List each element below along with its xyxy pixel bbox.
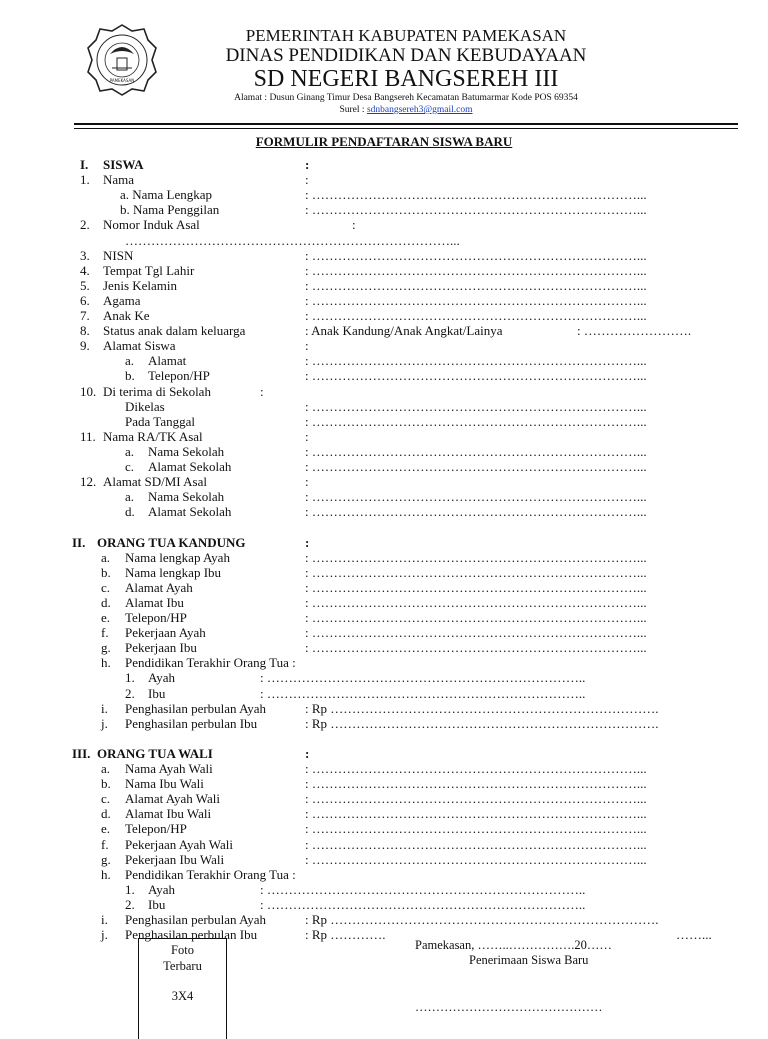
form-row <box>0 761 768 776</box>
form-row <box>0 716 768 731</box>
form-row <box>0 278 768 293</box>
fill-in-line[interactable]: : …………………………………………………………………... <box>305 594 647 610</box>
item-number: c. <box>101 791 111 807</box>
field-colon: : <box>352 217 356 233</box>
item-number: c. <box>125 459 135 474</box>
form-row <box>0 882 768 897</box>
field-label: Nama Ibu Wali <box>125 776 204 792</box>
field-colon: : <box>305 338 309 354</box>
form-row <box>0 610 768 625</box>
form-row <box>0 927 768 942</box>
field-label: Alamat Ibu <box>125 594 184 610</box>
header-email-line <box>0 106 768 116</box>
fill-in-line[interactable]: : …………………………………………………………………... <box>305 549 647 565</box>
form-row <box>0 217 768 232</box>
fill-in-line[interactable]: : …………………………………………………………………... <box>305 292 647 308</box>
fill-in-line[interactable]: …………………………………………………………………... <box>125 232 460 248</box>
fill-in-line[interactable]: : …………………………………………………………………... <box>305 413 647 429</box>
item-number: d. <box>101 594 111 610</box>
item-number: 1. <box>80 172 90 188</box>
item-number: II. <box>72 534 86 550</box>
field-label: Alamat Sekolah <box>148 504 232 520</box>
form-row <box>0 202 768 217</box>
item-number: 12. <box>80 474 97 490</box>
form-row <box>0 655 768 670</box>
fill-in-line[interactable]: : …………………………………………………………………... <box>305 308 647 323</box>
form-row <box>0 640 768 655</box>
item-number: b. <box>101 776 111 792</box>
fill-in-line[interactable]: : …………………………………………………………………... <box>305 806 647 822</box>
field-label: Ayah <box>148 881 175 897</box>
field-label: Tempat Tgl Lahir <box>103 262 195 278</box>
form-row <box>0 444 768 459</box>
item-number: j. <box>101 927 108 943</box>
form-row <box>0 172 768 187</box>
fill-in-line[interactable]: : …………………………………………………………………... <box>305 277 647 293</box>
fill-in-line[interactable]: : …………………………………………………………………... <box>305 761 647 776</box>
field-label: Ayah <box>148 670 175 686</box>
section-heading: ORANG TUA KANDUNG <box>97 534 246 550</box>
field-colon: : <box>305 428 309 444</box>
form-row <box>0 686 768 701</box>
field-label: Nama lengkap Ibu <box>125 564 222 580</box>
header-department: DINAS PENDIDIKAN DAN KEBUDAYAAN <box>225 45 587 66</box>
field-label: Agama <box>103 292 141 308</box>
item-number: e. <box>101 821 111 837</box>
field-label: Alamat Sekolah <box>148 459 232 474</box>
signature-role: Penerimaan Siswa Baru <box>469 953 589 967</box>
item-number: 7. <box>80 308 90 323</box>
item-number: e. <box>101 610 111 625</box>
form-row <box>0 293 768 308</box>
fill-in-line[interactable]: : …………………………………………………………………... <box>305 564 647 580</box>
form-row <box>0 821 768 836</box>
field-label: Status anak dalam keluarga <box>103 323 246 339</box>
field-label: Nama lengkap Ayah <box>125 549 230 565</box>
field-label: Alamat Ibu Wali <box>125 806 212 822</box>
item-number: 8. <box>80 323 90 339</box>
field-label: Pada Tanggal <box>125 413 195 429</box>
field-label: Alamat SD/MI Asal <box>103 474 207 490</box>
field-label: Telepon/HP <box>125 821 187 837</box>
fill-in-line[interactable]: : …………………………………………………………………... <box>305 504 647 520</box>
field-label: NISN <box>103 247 134 263</box>
field-label: Pendidikan Terakhir Orang Tua : <box>125 866 296 882</box>
form-row <box>0 489 768 504</box>
section-heading: ORANG TUA WALI <box>97 745 213 761</box>
form-row <box>0 701 768 716</box>
signature-line: ……………………………………… <box>415 1000 603 1014</box>
field-label: Di terima di Sekolah <box>103 383 211 399</box>
field-label: Alamat Siswa <box>103 338 176 354</box>
item-number: b. <box>101 564 111 580</box>
item-number: 2. <box>125 896 135 912</box>
fill-in-line[interactable]: : …………………………………………………………………... <box>305 398 647 414</box>
item-number: 5. <box>80 277 90 293</box>
fill-in-line[interactable]: : …………………………………………………………………... <box>305 247 647 263</box>
photo-label-2: Terbaru <box>163 959 202 973</box>
fill-in-line[interactable]: ……... <box>676 927 712 943</box>
item-number: 2. <box>80 217 90 233</box>
field-label: Telepon/HP <box>125 610 187 625</box>
item-number: 4. <box>80 262 90 278</box>
item-number: c. <box>101 579 111 595</box>
section-heading: SISWA <box>103 157 144 172</box>
fill-in-line[interactable]: : …………………………………………………………………... <box>305 459 647 474</box>
field-colon: : <box>305 157 310 172</box>
field-label: Anak Ke <box>103 308 150 323</box>
field-colon: : <box>305 172 309 188</box>
fill-in-line[interactable]: : …………………………………………………………………... <box>305 791 647 807</box>
fill-in-line[interactable]: : …………………………………………………………………... <box>305 579 647 595</box>
fill-in-line[interactable]: : …………………………………………………………………... <box>305 625 647 641</box>
item-number: a. <box>125 489 135 505</box>
form-row <box>0 353 768 368</box>
fill-in-line[interactable]: : …………………………………………………………………... <box>305 610 647 625</box>
field-label: Penghasilan perbulan Ayah <box>125 700 267 716</box>
item-number: 1. <box>125 670 135 686</box>
fill-in-line[interactable]: : …………………………………………………………………... <box>305 353 647 369</box>
form-row <box>0 263 768 278</box>
field-colon: : <box>305 474 309 490</box>
fill-in-line[interactable]: : ……………………………………………………………….. <box>260 685 586 701</box>
form-row <box>0 248 768 263</box>
item-number: 11. <box>80 428 96 444</box>
fill-in-line[interactable]: : …………………………………………………………………... <box>305 836 647 852</box>
fill-in-line[interactable]: : …………………………………………………………………... <box>305 821 647 837</box>
fill-in-line[interactable]: : Rp …………. <box>305 927 386 943</box>
field-label: Pekerjaan Ayah <box>125 625 206 641</box>
field-label: Nama Sekolah <box>148 489 225 505</box>
item-number: 10. <box>80 383 97 399</box>
form-row <box>0 459 768 474</box>
form-row <box>0 580 768 595</box>
form-row <box>0 535 768 550</box>
form-row <box>0 474 768 489</box>
item-number: b. <box>125 368 135 384</box>
fill-in-line[interactable]: : ……………………………………………………………….. <box>260 670 586 686</box>
item-number: a. <box>101 549 111 565</box>
photo-label-1: Foto <box>171 943 194 957</box>
field-label: Alamat Ayah <box>125 579 193 595</box>
form-row <box>0 338 768 353</box>
item-number: a. <box>101 761 111 776</box>
field-colon: : <box>305 534 310 550</box>
item-number: d. <box>125 504 135 520</box>
form-row <box>0 912 768 927</box>
signature-place-date: Pamekasan, ……..…………….20…… <box>415 938 612 952</box>
field-label: Alamat <box>148 353 187 369</box>
form-row <box>0 852 768 867</box>
field-label: a. Nama Lengkap <box>120 187 213 203</box>
form-row <box>0 399 768 414</box>
item-number: h. <box>101 866 111 882</box>
field-label: Dikelas <box>125 398 165 414</box>
field-label: Telepon/HP <box>148 368 210 384</box>
field-label: Jenis Kelamin <box>103 277 178 293</box>
photo-size: 3X4 <box>171 989 194 1003</box>
field-label: Pekerjaan Ayah Wali <box>125 836 233 852</box>
fill-in-line[interactable]: : ……………………. <box>577 323 692 339</box>
field-label: Nama RA/TK Asal <box>103 428 203 444</box>
fill-in-line[interactable]: : Anak Kandung/Anak Angkat/Lainya <box>305 323 503 339</box>
header-government: PEMERINTAH KABUPATEN PAMEKASAN <box>245 26 567 45</box>
field-label: Ibu <box>148 896 166 912</box>
form-row <box>0 157 768 172</box>
form-row <box>0 414 768 429</box>
item-number: 3. <box>80 247 90 263</box>
item-number: III. <box>72 745 91 761</box>
form-row <box>0 806 768 821</box>
email-link[interactable]: sdnbangsereh3@gmail.com <box>366 105 473 115</box>
item-number: d. <box>101 806 111 822</box>
fill-in-line[interactable]: : …………………………………………………………………... <box>305 776 647 792</box>
item-number: 6. <box>80 292 90 308</box>
form-row <box>0 384 768 399</box>
form-row <box>0 595 768 610</box>
item-number: 2. <box>125 685 135 701</box>
fill-in-line[interactable]: : …………………………………………………………………... <box>305 187 647 203</box>
field-label: Nomor Induk Asal <box>103 217 200 233</box>
item-number: h. <box>101 655 111 671</box>
header-address: Alamat : Dusun Ginang Timur Desa Bangsereh Kecamatan Batumarmar Kode POS 69354 <box>234 93 578 103</box>
form-row <box>0 837 768 852</box>
item-number: i. <box>101 912 108 927</box>
field-colon: : <box>260 383 264 399</box>
field-label: Pekerjaan Ibu Wali <box>125 851 225 867</box>
field-label: Penghasilan perbulan Ibu <box>125 715 258 731</box>
fill-in-line[interactable]: : …………………………………………………………………... <box>305 202 647 218</box>
field-label: Penghasilan perbulan Ibu <box>125 927 258 943</box>
form-row <box>0 776 768 791</box>
fill-in-line[interactable]: : …………………………………………………………………... <box>305 640 647 656</box>
item-number: a. <box>125 353 135 369</box>
field-label: Nama Sekolah <box>148 443 225 459</box>
field-label: Nama <box>103 172 135 188</box>
fill-in-line[interactable]: : ……………………………………………………………….. <box>260 881 586 897</box>
form-row <box>0 504 768 519</box>
fill-in-line[interactable]: : Rp …………………………………………………………………. <box>305 700 659 716</box>
header-rule-thick <box>74 123 738 125</box>
form-row <box>0 233 768 248</box>
field-label: Pekerjaan Ibu <box>125 640 197 656</box>
field-label: b. Nama Penggilan <box>120 202 220 218</box>
fill-in-line[interactable]: : …………………………………………………………………... <box>305 262 647 278</box>
field-label: Ibu <box>148 685 166 701</box>
fill-in-line[interactable]: : …………………………………………………………………... <box>305 443 647 459</box>
item-number: f. <box>101 836 109 852</box>
header-school-name: SD NEGERI BANGSEREH III <box>253 66 559 92</box>
item-number: i. <box>101 700 108 716</box>
field-label: Penghasilan perbulan Ayah <box>125 912 267 927</box>
fill-in-line[interactable]: : …………………………………………………………………... <box>305 368 647 384</box>
item-number: I. <box>80 157 89 172</box>
form-row <box>0 429 768 444</box>
form-row <box>0 867 768 882</box>
item-number: j. <box>101 715 108 731</box>
fill-in-line[interactable]: : …………………………………………………………………... <box>305 851 647 867</box>
form-row <box>0 565 768 580</box>
field-label: Alamat Ayah Wali <box>125 791 220 807</box>
form-row <box>0 368 768 383</box>
form-row <box>0 746 768 761</box>
fill-in-line[interactable]: : ……………………………………………………………….. <box>260 896 586 912</box>
fill-in-line[interactable]: : Rp …………………………………………………………………. <box>305 715 659 731</box>
field-label: Pendidikan Terakhir Orang Tua : <box>125 655 296 671</box>
form-row <box>0 323 768 338</box>
item-number: g. <box>101 640 111 656</box>
field-label: Nama Ayah Wali <box>125 761 213 776</box>
field-colon: : <box>305 745 310 761</box>
item-number: 1. <box>125 881 135 897</box>
form-row <box>0 670 768 685</box>
item-number: 9. <box>80 338 90 354</box>
item-number: f. <box>101 625 109 641</box>
form-title: FORMULIR PENDAFTARAN SISWA BARU <box>255 134 513 149</box>
form-row <box>0 897 768 912</box>
form-row <box>0 308 768 323</box>
form-row <box>0 625 768 640</box>
header-rule-thin <box>74 128 738 129</box>
fill-in-line[interactable]: : Rp …………………………………………………………………. <box>305 912 659 927</box>
email-label: Surel : <box>339 105 367 115</box>
svg-text:PAMEKASAN: PAMEKASAN <box>109 78 135 83</box>
form-row <box>0 550 768 565</box>
form-row <box>0 187 768 202</box>
form-row <box>0 791 768 806</box>
fill-in-line[interactable]: : …………………………………………………………………... <box>305 489 647 505</box>
item-number: g. <box>101 851 111 867</box>
item-number: a. <box>125 443 135 459</box>
